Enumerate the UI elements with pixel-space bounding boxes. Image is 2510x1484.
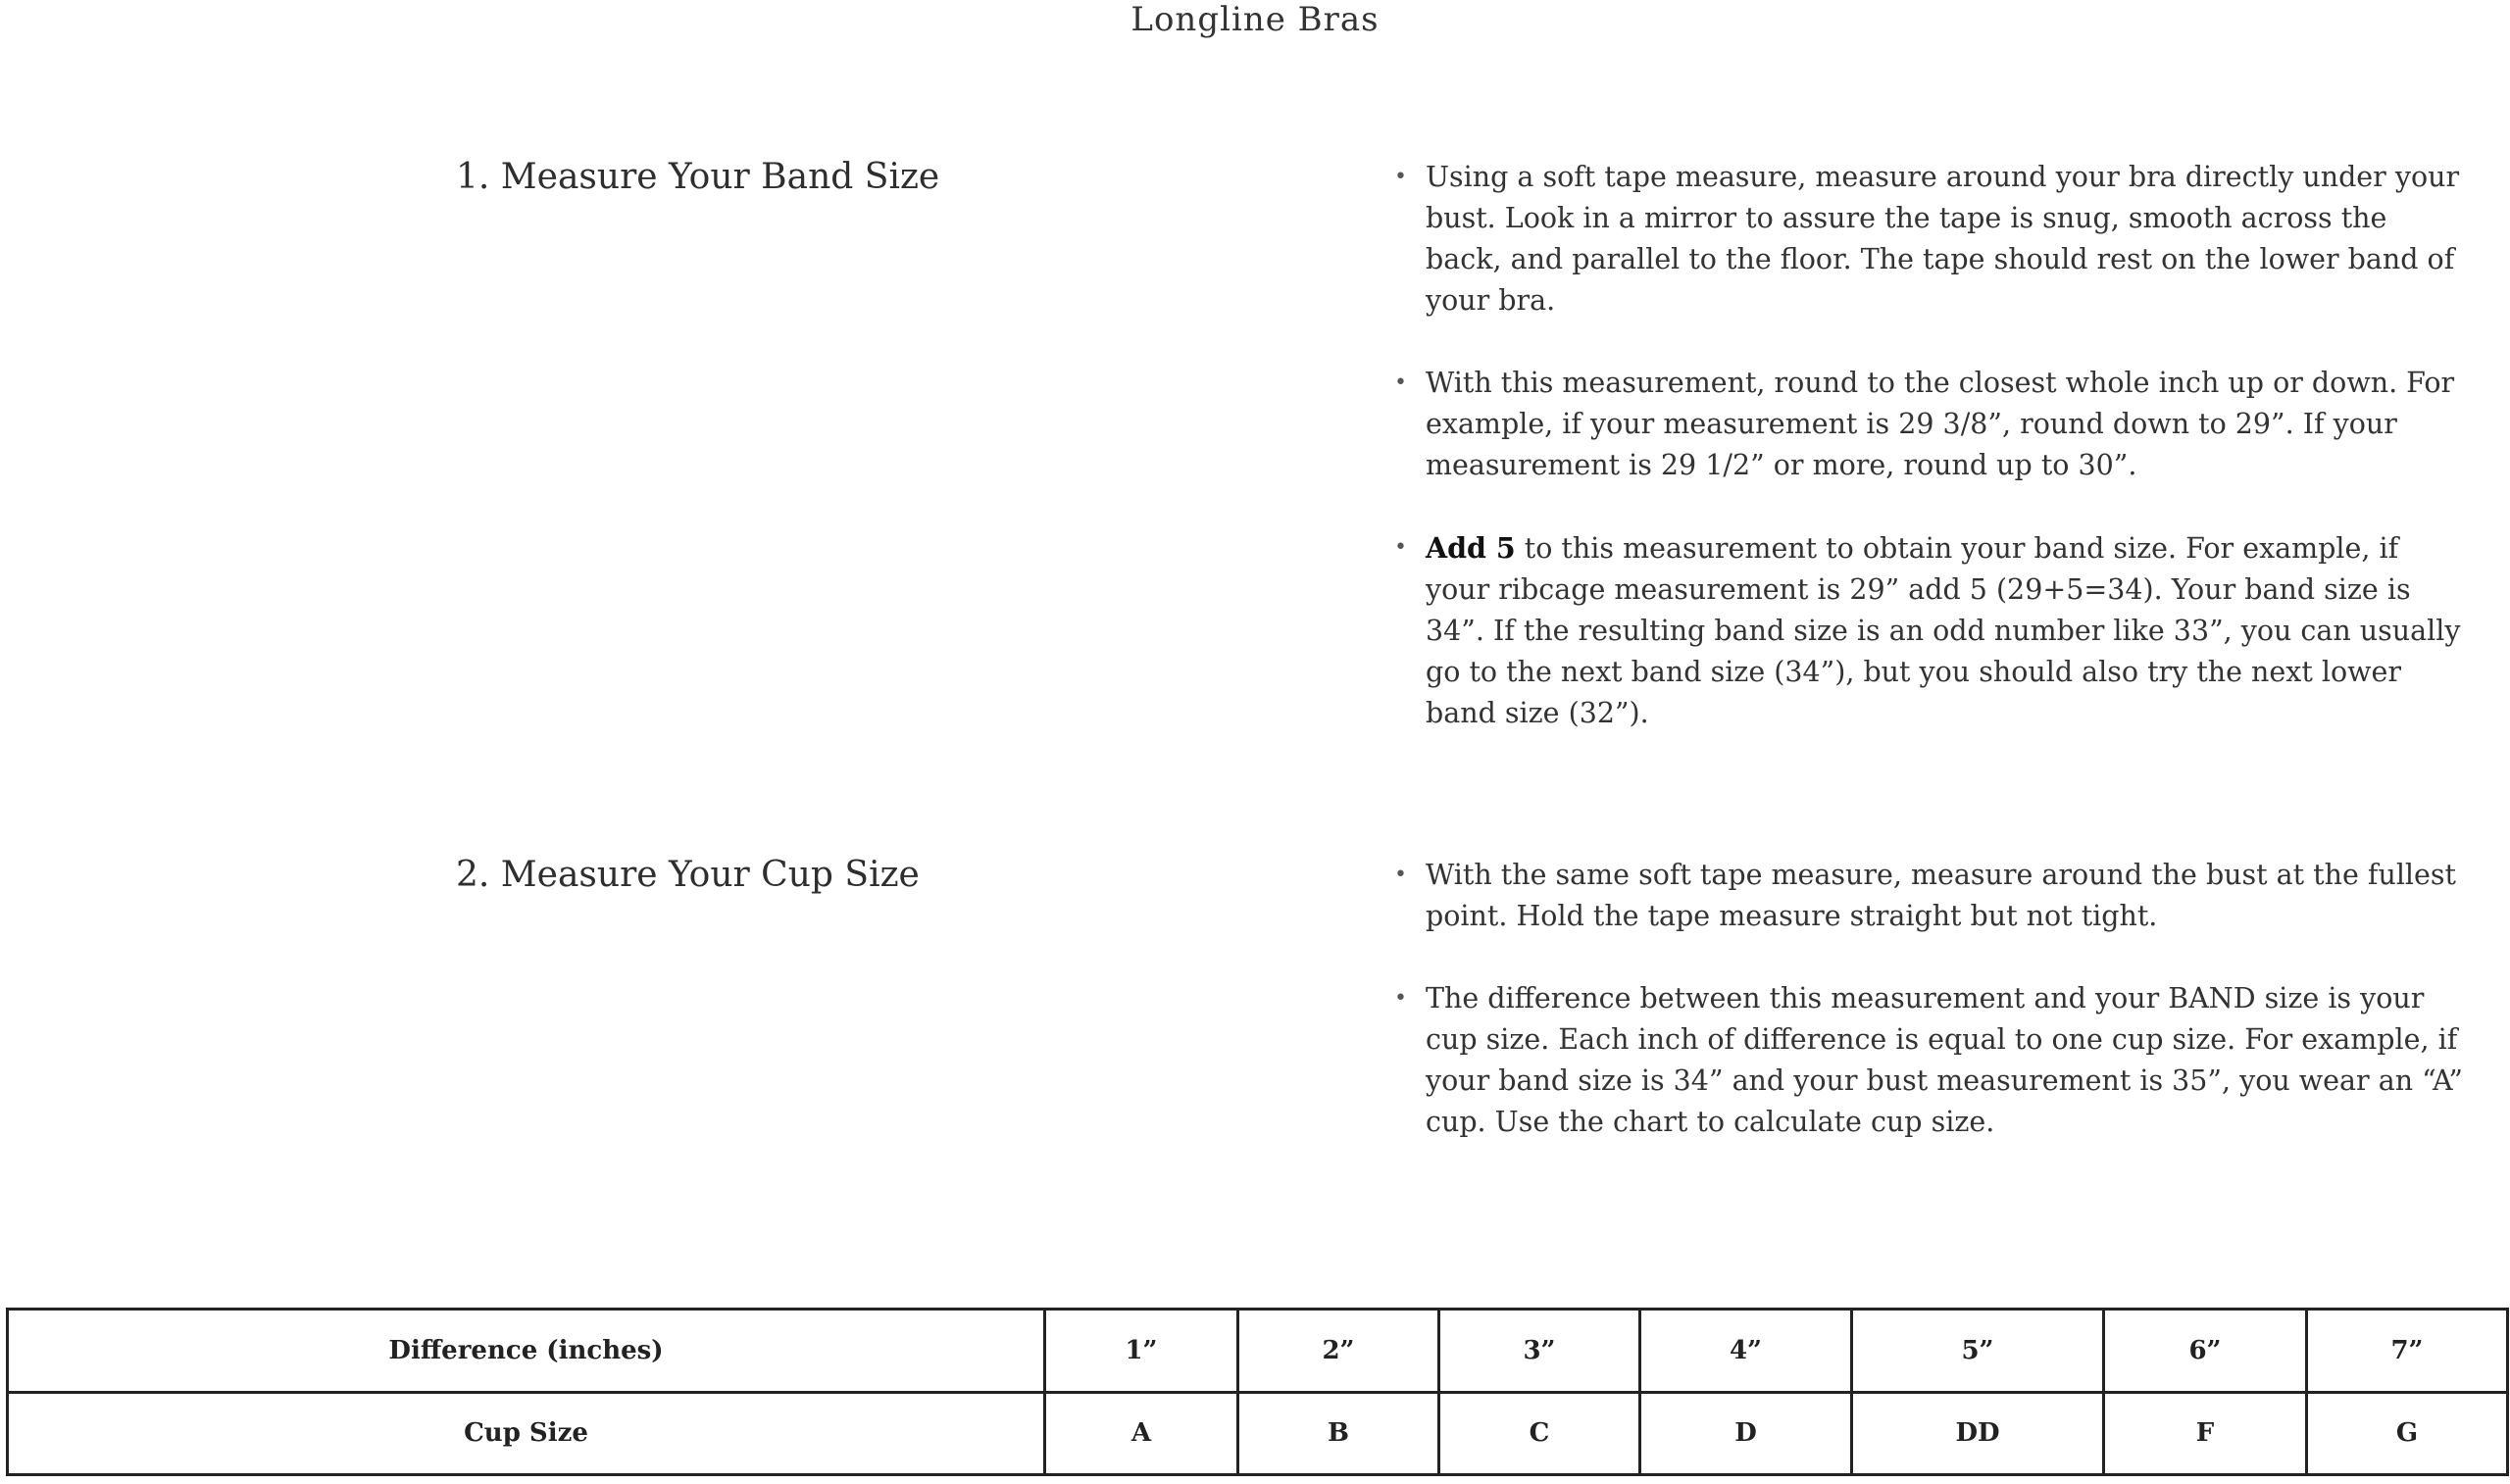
bullet-icon: •	[1394, 165, 1407, 189]
bullet-icon: •	[1394, 863, 1407, 887]
cup-instruction-item	[1394, 855, 2463, 937]
bullet-icon: •	[1394, 535, 1407, 560]
table-cell: C	[1439, 1392, 1640, 1475]
cup-size-instructions	[1394, 855, 2463, 1184]
cup-size-heading: 2. Measure Your Cup Size	[456, 855, 920, 895]
band-instruction-emphasis: Add 5	[1426, 531, 1516, 565]
band-instruction-item	[1394, 527, 2463, 734]
table-cell: 5”	[1852, 1310, 2104, 1393]
row-header-cup-size: Cup Size	[8, 1392, 1045, 1475]
table-cell: F	[2104, 1392, 2307, 1475]
band-instruction-text: With this measurement, round to the closest whole inch up or down. For example, if your measurement is 29 3/8”, round down to 29”. If your measurement is 29 1/2” or more, round up to 30”.	[1426, 367, 2455, 481]
band-instruction-text: to this measurement to obtain your band size. For example, if your ribcage measurement is 29” add 5 (29+5=34). Your band size is 34”. If the resulting band size is an odd number like 33”, you can usually go to the next band size (34”), but you should also try the next lower band size (32”).	[1426, 532, 2461, 729]
table-cell: D	[1640, 1392, 1852, 1475]
table-cell: DD	[1852, 1392, 2104, 1475]
band-instruction-text: Using a soft tape measure, measure around your bra directly under your bust. Look in a mirror to assure the tape is snug, smooth across the back, and parallel to the floor. The tape should rest on the lower band of your bra.	[1426, 161, 2460, 317]
table-cell: 7”	[2307, 1310, 2508, 1393]
band-instruction-item	[1394, 157, 2463, 322]
table-cell: 6”	[2104, 1310, 2307, 1393]
row-header-difference: Difference (inches)	[8, 1310, 1045, 1393]
table-cell: G	[2307, 1392, 2508, 1475]
table-row-cup-size	[8, 1392, 2508, 1475]
table-cell: 1”	[1045, 1310, 1238, 1393]
cup-instruction-item	[1394, 978, 2463, 1143]
cup-instruction-text: The difference between this measurement and your BAND size is your cup size. Each inch of difference is equal to one cup size. For example, if your band size is 34” and your bust measurement is 35”, you wear an “A” cup. Use the chart to calculate cup size.	[1426, 982, 2463, 1138]
table-cell: 4”	[1640, 1310, 1852, 1393]
bullet-icon: •	[1394, 986, 1407, 1011]
table-cell: A	[1045, 1392, 1238, 1475]
table-row-difference	[8, 1310, 2508, 1393]
cup-size-chart	[6, 1308, 2509, 1476]
table-cell: B	[1238, 1392, 1439, 1475]
band-size-instructions	[1394, 157, 2463, 775]
band-size-heading: 1. Measure Your Band Size	[456, 157, 940, 197]
cup-instruction-text: With the same soft tape measure, measure around the bust at the fullest point. Hold the tape measure straight but not tight.	[1426, 859, 2456, 932]
page-title: Longline Bras	[1130, 0, 1380, 39]
table-cell: 2”	[1238, 1310, 1439, 1393]
band-instruction-item	[1394, 363, 2463, 486]
bullet-icon: •	[1394, 371, 1407, 395]
table-cell: 3”	[1439, 1310, 1640, 1393]
